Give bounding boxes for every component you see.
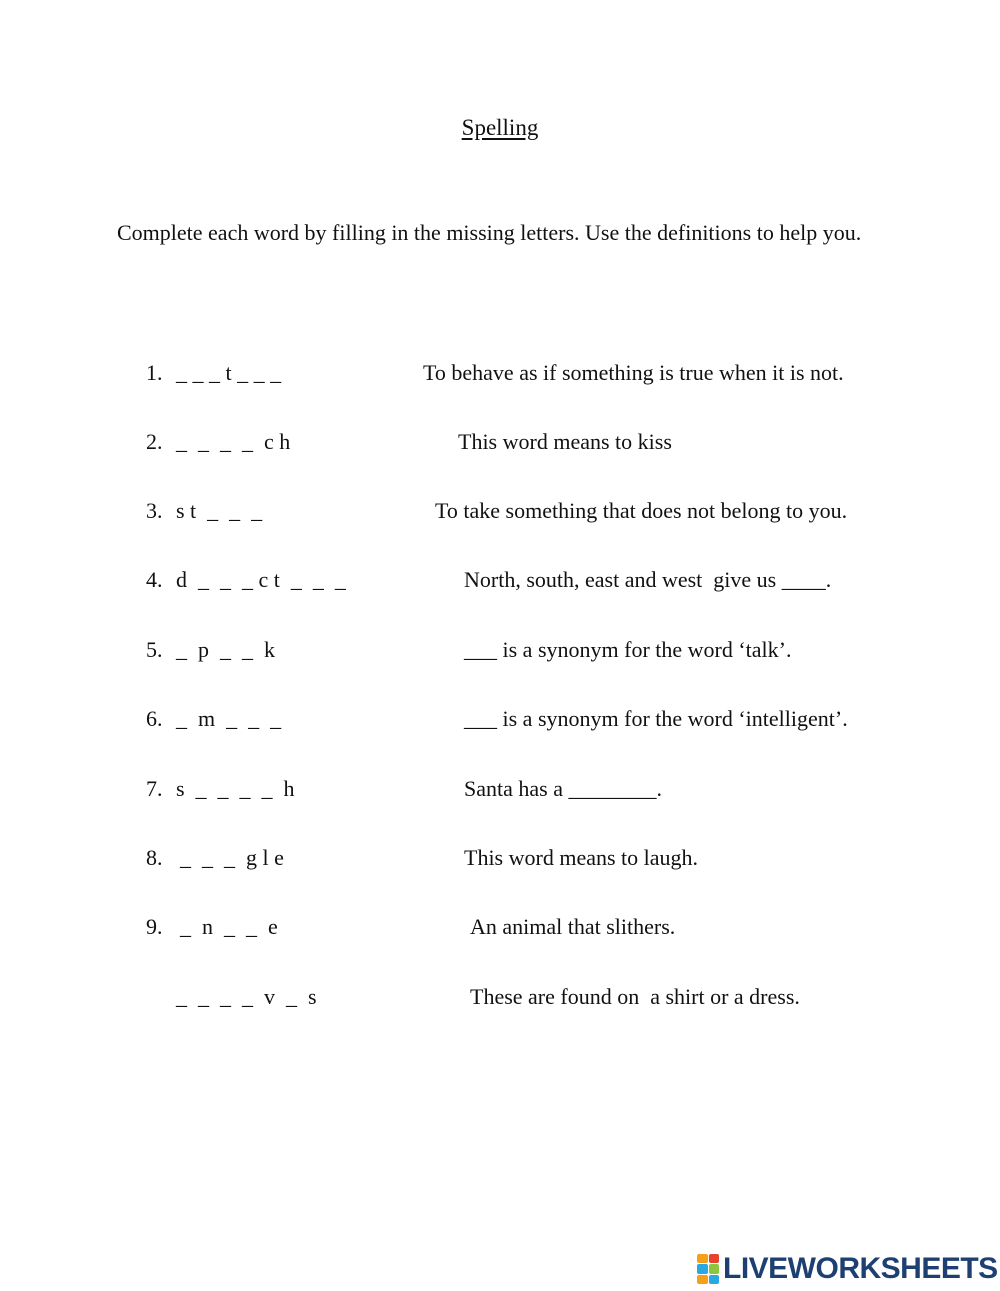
- list-item: [0, 637, 1000, 677]
- item-number: 5.: [146, 637, 163, 662]
- list-item: [0, 429, 1000, 469]
- word-definition: To take something that does not belong to you.: [435, 498, 848, 523]
- item-number: 1.: [146, 360, 163, 385]
- word-blanks[interactable]: _ n _ _ e: [180, 914, 278, 939]
- item-number: 3.: [146, 498, 163, 523]
- word-blanks[interactable]: s t _ _ _: [176, 498, 263, 523]
- word-definition: North, south, east and west give us ____.: [464, 567, 832, 592]
- item-number: 9.: [146, 914, 163, 939]
- item-number: 2.: [146, 429, 163, 454]
- word-blanks[interactable]: d _ _ _ c t _ _ _: [176, 567, 346, 592]
- list-item: [0, 567, 1000, 607]
- list-item: [0, 776, 1000, 816]
- word-definition: These are found on a shirt or a dress.: [470, 984, 800, 1009]
- logo-text: LIVEWORKSHEETS: [723, 1252, 998, 1285]
- list-item: [0, 360, 1000, 400]
- instructions: Complete each word by filling in the missing letters. Use the definitions to help you.: [117, 220, 862, 245]
- word-blanks[interactable]: _ _ _ g l e: [180, 845, 284, 870]
- word-definition: Santa has a ________.: [464, 776, 662, 801]
- list-item: [0, 914, 1000, 954]
- item-number: 7.: [146, 776, 163, 801]
- item-number: 6.: [146, 706, 163, 731]
- logo-blocks-icon: [697, 1254, 719, 1284]
- liveworksheets-logo: [697, 1252, 998, 1286]
- word-blanks[interactable]: _ m _ _ _: [176, 706, 282, 731]
- word-blanks[interactable]: _ _ _ t _ _ _: [176, 360, 282, 385]
- word-blanks[interactable]: _ _ _ _ v _ s: [176, 984, 317, 1009]
- word-definition: This word means to kiss: [458, 429, 672, 454]
- word-definition: An animal that slithers.: [470, 914, 676, 939]
- word-blanks[interactable]: s _ _ _ _ h: [176, 776, 295, 801]
- list-item: [0, 845, 1000, 885]
- word-blanks[interactable]: _ p _ _ k: [176, 637, 275, 662]
- list-item: [0, 984, 1000, 1024]
- page-title: Spelling: [461, 115, 539, 140]
- word-definition: This word means to laugh.: [464, 845, 699, 870]
- word-definition: To behave as if something is true when it is not.: [423, 360, 844, 385]
- word-blanks[interactable]: _ _ _ _ c h: [176, 429, 291, 454]
- item-number: 4.: [146, 567, 163, 592]
- list-item: [0, 498, 1000, 538]
- item-number: 8.: [146, 845, 163, 870]
- word-definition: ___ is a synonym for the word ‘intelligent’.: [464, 706, 848, 731]
- word-definition: ___ is a synonym for the word ‘talk’.: [464, 637, 792, 662]
- list-item: [0, 706, 1000, 746]
